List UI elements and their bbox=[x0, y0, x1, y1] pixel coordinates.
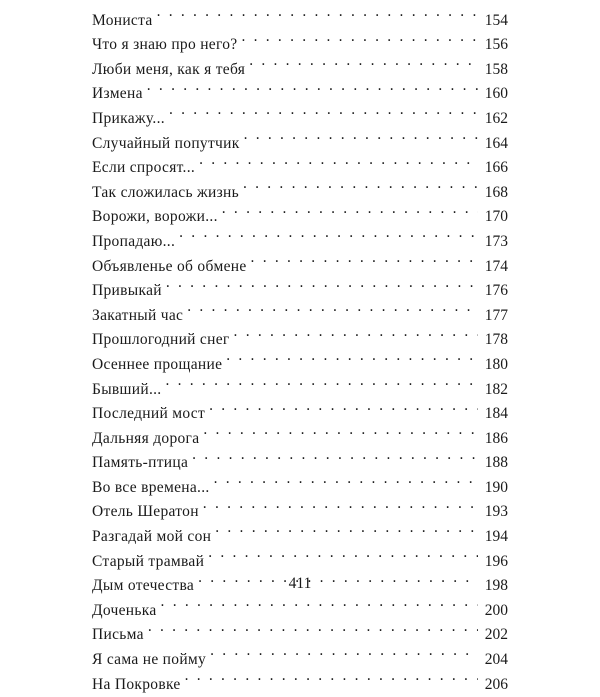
toc-entry-page: 170 bbox=[478, 205, 508, 230]
toc-entry-title: Объявленье об обмене bbox=[92, 257, 247, 275]
toc-entry-page: 194 bbox=[478, 525, 508, 550]
toc-entry-title: Люби меня, как я тебя bbox=[92, 60, 246, 78]
toc-entry-page: 168 bbox=[478, 181, 508, 206]
toc-entry bbox=[92, 98, 508, 127]
toc-entry-page: 177 bbox=[478, 304, 508, 329]
page-number: 411 bbox=[288, 575, 312, 592]
toc-entry-title: Случайный попутчик bbox=[92, 134, 240, 152]
dot-leader bbox=[203, 492, 478, 517]
toc-entry-page: 176 bbox=[478, 279, 508, 304]
toc-entry bbox=[92, 639, 508, 669]
dot-leader bbox=[226, 344, 478, 369]
dot-leader bbox=[157, 0, 478, 25]
dot-leader bbox=[192, 443, 478, 468]
toc-entry-page: 178 bbox=[478, 328, 508, 353]
toc-entry-title: Дальняя дорога bbox=[92, 429, 200, 447]
dot-leader bbox=[165, 369, 478, 394]
dot-leader bbox=[244, 123, 478, 148]
toc-entry-page: 164 bbox=[478, 132, 508, 157]
dot-leader bbox=[208, 541, 478, 566]
dot-leader bbox=[187, 295, 478, 320]
toc-entry-title: Так сложилась жизнь bbox=[92, 183, 239, 201]
toc-entry-page: 166 bbox=[478, 156, 508, 181]
toc-entry-page: 162 bbox=[478, 107, 508, 132]
toc-entry-title: Во все времена... bbox=[92, 478, 210, 496]
toc-entry-title: Ворожи, ворожи... bbox=[92, 208, 218, 226]
toc-entry-title: Мониста bbox=[92, 11, 153, 29]
toc-entry-page: 156 bbox=[478, 33, 508, 58]
toc-entry-page: 174 bbox=[478, 255, 508, 280]
toc-entry-title: Осеннее прощание bbox=[92, 355, 223, 373]
toc-entry-page: 182 bbox=[478, 378, 508, 403]
toc-entry-title: Измена bbox=[92, 85, 143, 103]
toc-entry bbox=[92, 74, 508, 103]
toc-entry-page: 186 bbox=[478, 427, 508, 452]
toc-entry-page: 200 bbox=[478, 599, 508, 624]
toc-entry bbox=[92, 615, 508, 644]
toc-entry-title: Пропадаю... bbox=[92, 232, 176, 250]
dot-leader bbox=[249, 49, 478, 74]
dot-leader bbox=[147, 74, 478, 99]
toc-entry-page: 196 bbox=[478, 550, 508, 575]
toc-entry-page: 180 bbox=[478, 353, 508, 378]
toc-entry-page: 154 bbox=[478, 9, 508, 34]
toc-entry-title: Доченька bbox=[92, 601, 157, 619]
toc-entry-title: Письма bbox=[92, 626, 144, 644]
toc-entry-page: 193 bbox=[478, 500, 508, 525]
dot-leader bbox=[161, 590, 478, 615]
dot-leader bbox=[185, 664, 478, 689]
toc-entry-title: Прошлогодний снег bbox=[92, 331, 230, 349]
toc-entry-title: Если спросят... bbox=[92, 159, 196, 177]
toc-entry-title: Прикажу... bbox=[92, 109, 165, 127]
toc-entry-title: На Покровке bbox=[92, 675, 181, 693]
dot-leader bbox=[210, 639, 478, 664]
toc-entry-title: Последний мост bbox=[92, 405, 206, 423]
toc-entry-title: Что я знаю про него? bbox=[92, 36, 238, 54]
toc-entry-title: Я сама не пойму bbox=[92, 651, 207, 669]
dot-leader bbox=[203, 418, 478, 443]
dot-leader bbox=[243, 172, 478, 197]
dot-leader bbox=[166, 271, 478, 296]
toc-entry-title: Разгадай мой сон bbox=[92, 528, 212, 546]
dot-leader bbox=[251, 246, 478, 271]
dot-leader bbox=[234, 320, 478, 345]
dot-leader bbox=[209, 394, 478, 419]
toc-entry-page: 160 bbox=[478, 82, 508, 107]
toc-entry-title: Привыкай bbox=[92, 282, 162, 300]
toc-entry-page: 158 bbox=[478, 58, 508, 83]
toc-entry-page: 184 bbox=[478, 402, 508, 427]
dot-leader bbox=[169, 98, 478, 123]
dot-leader bbox=[179, 221, 478, 246]
dot-leader bbox=[148, 615, 478, 640]
dot-leader bbox=[222, 197, 478, 222]
toc-entry-page: 188 bbox=[478, 451, 508, 476]
dot-leader bbox=[214, 467, 478, 492]
toc-entry-page: 204 bbox=[478, 648, 508, 673]
toc-entry-title: Дым отечества bbox=[92, 577, 195, 595]
toc-entry-title: Память-птица bbox=[92, 454, 189, 472]
toc-entry-title: Бывший... bbox=[92, 380, 162, 398]
toc-entry-page: 173 bbox=[478, 230, 508, 255]
toc-entry-title: Закатный час bbox=[92, 306, 184, 324]
dot-leader bbox=[241, 25, 478, 50]
dot-leader bbox=[215, 516, 478, 541]
toc-entry bbox=[92, 0, 508, 29]
toc-entry-page: 198 bbox=[478, 574, 508, 599]
toc-entry-title: Отель Шератон bbox=[92, 503, 199, 521]
toc-entry-page: 202 bbox=[478, 623, 508, 648]
toc-entry-page: 190 bbox=[478, 476, 508, 501]
toc-entry-page: 206 bbox=[478, 673, 508, 697]
dot-leader bbox=[199, 148, 478, 173]
toc-entry-title: Старый трамвай bbox=[92, 552, 205, 570]
